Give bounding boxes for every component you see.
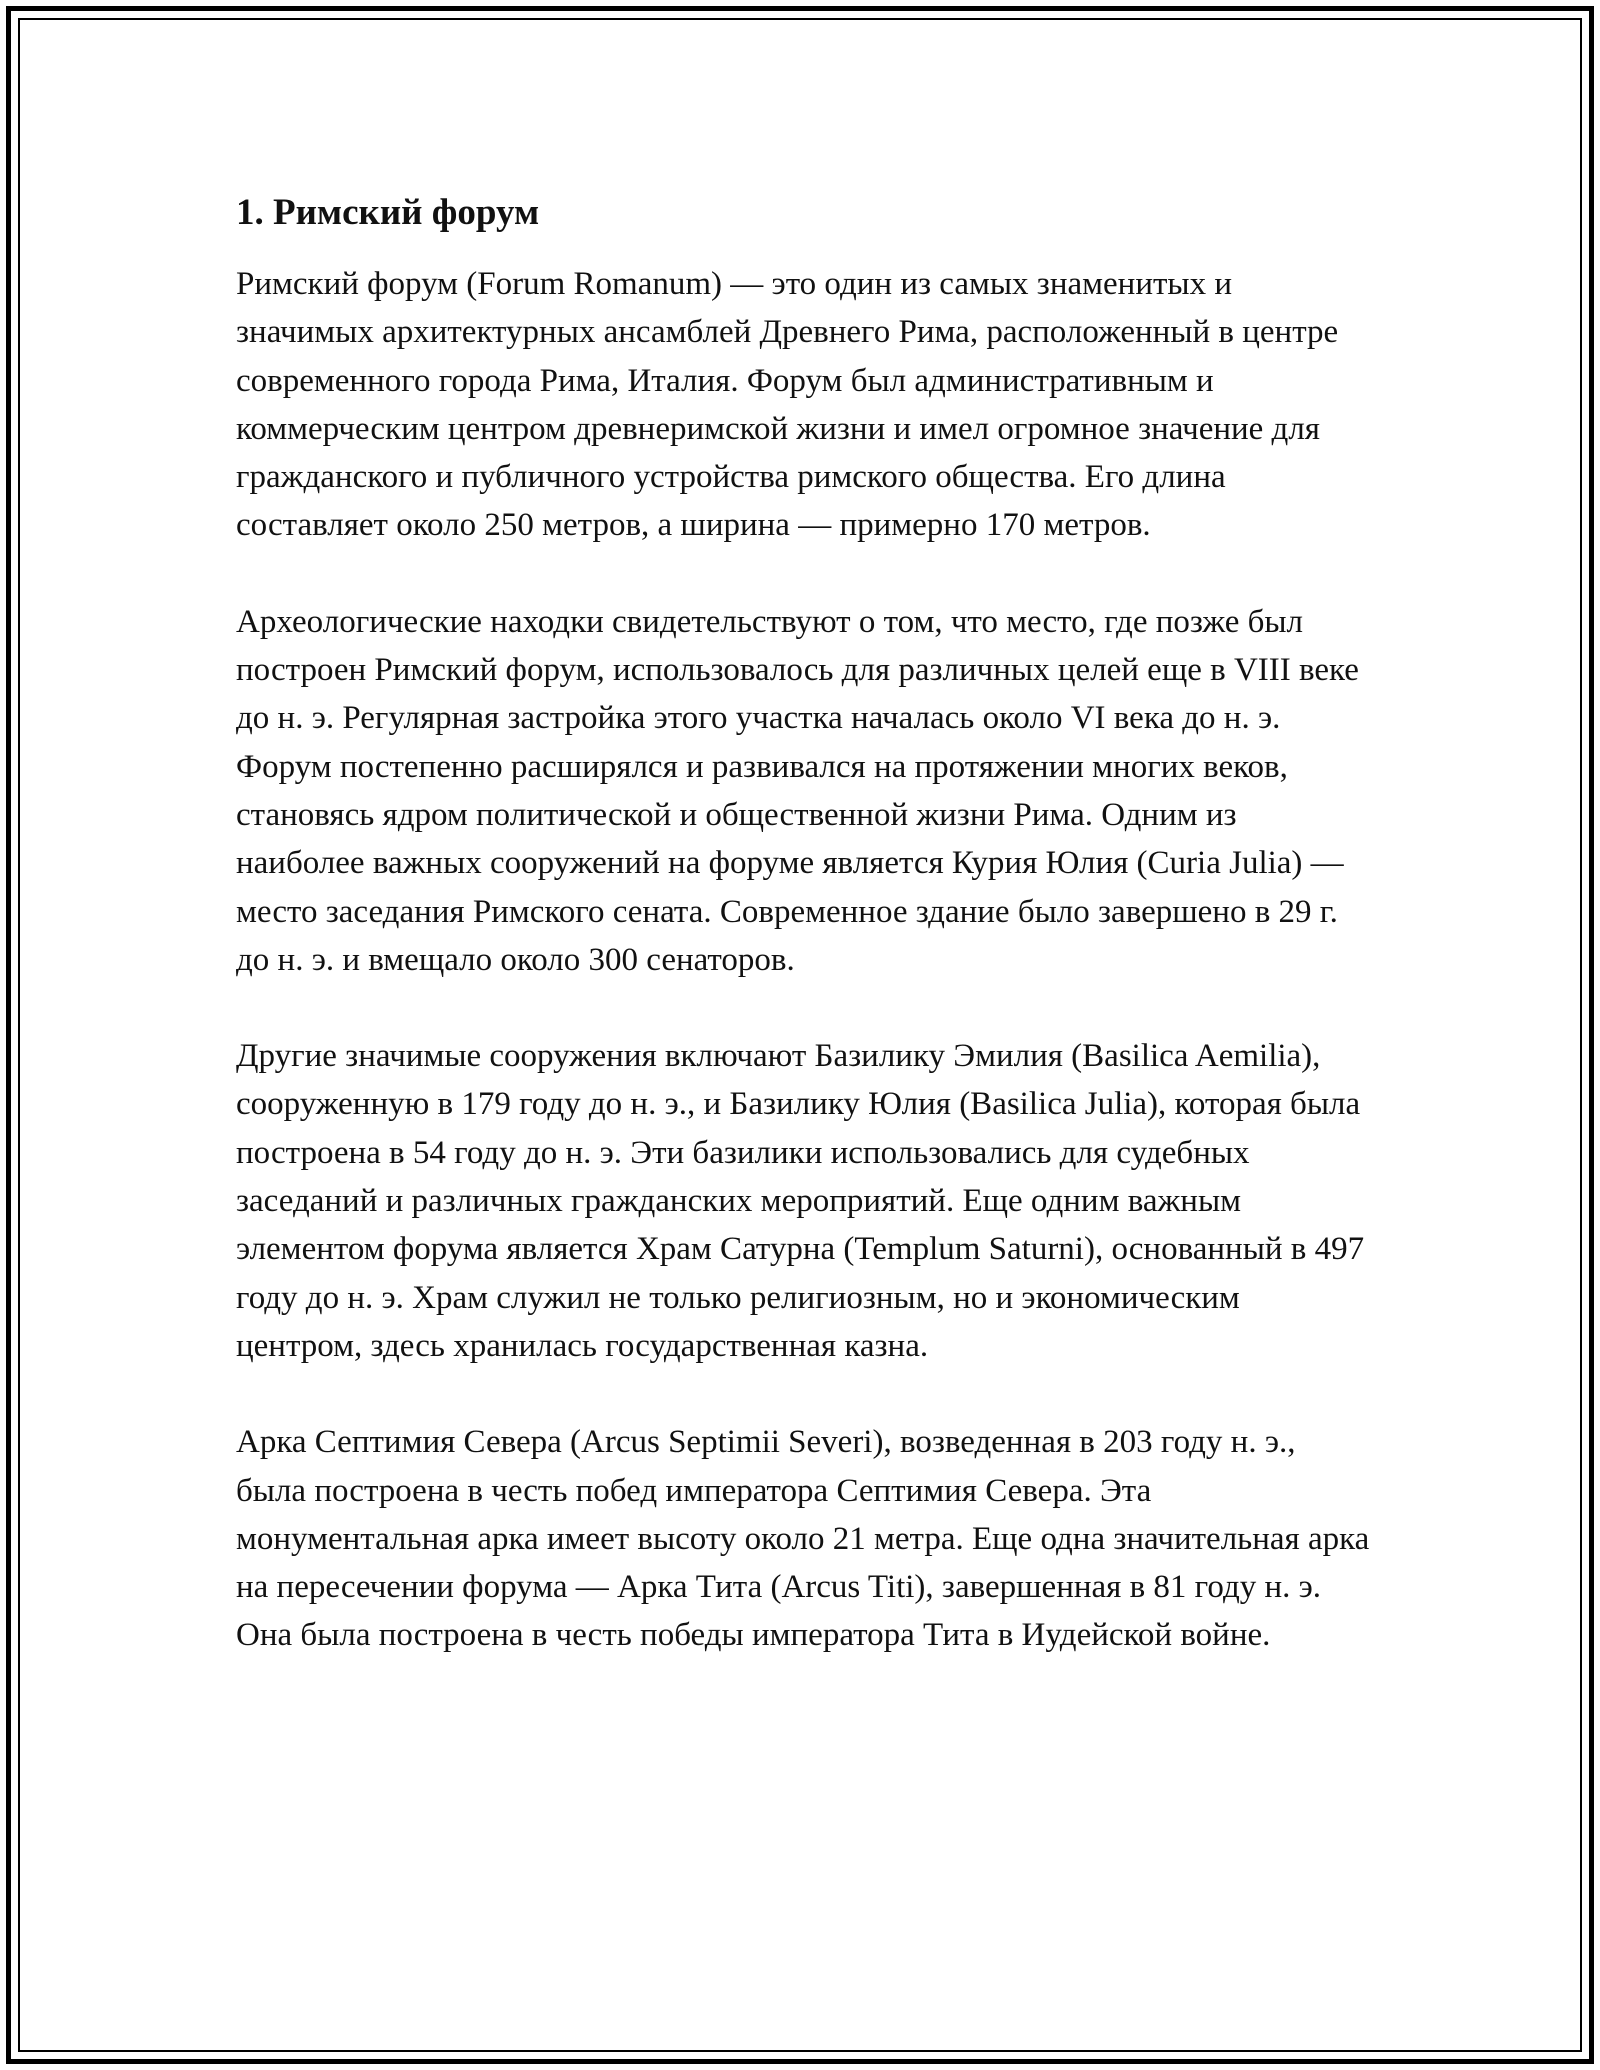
paragraph-archaeology: Археологические находки свидетельствуют о том, что место, где позже был построен Римский форум, использовалось для различных целей еще в VIII веке до н. э. Регулярная застройка этого участка началась около VI века до н. э. Форум постепенно расширялся и развивался на протяжении многих веков, становясь ядром политической и общественной жизни Рима. Одним из наиболее важных сооружений на форуме является Курия Юлия (Curia Julia) — место заседания Римского сената. Современное здание было завершено в 29 г. до н. э. и вмещало около 300 сенаторов. bbox=[236, 603, 1359, 978]
document-body bbox=[236, 188, 1371, 1708]
paragraph-basilicas: Другие значимые сооружения включают Базилику Эмилия (Basilica Aemilia), сооруженную в 179 году до н. э., и Базилику Юлия (Basilica Julia), которая была построена в 54 году до н. э. Эти базилики использовались для судебных заседаний и различных гражданских мероприятий. Еще одним важным элементом форума является Храм Сатурна (Templum Saturni), основанный в 497 году до н. э. Храм служил не только религиозным, но и экономическим центром, здесь хранилась государственная казна. bbox=[236, 1038, 1365, 1364]
section-title: 1. Римский форум bbox=[236, 192, 540, 233]
paragraph-arches: Арка Септимия Севера (Arcus Septimii Severi), возведенная в 203 году н. э., была построена в честь побед императора Септимия Севера. Эта монументальная арка имеет высоту около 21 метра. Еще одна значительная арка на пересечении форума — Арка Тита (Arcus Titi), завершенная в 81 году н. э. Она была построена в честь победы императора Тита в Иудейской войне. bbox=[236, 1424, 1370, 1654]
paragraph-intro: Римский форум (Forum Romanum) — это один из самых знаменитых и значимых архитектурных ансамблей Древнего Рима, расположенный в центре современного города Рима, Италия. Форум был административным и коммерческим центром древнеримской жизни и имел огромное значение для гражданского и публичного устройства римского общества. Его длина составляет около 250 метров, а ширина — примерно 170 метров. bbox=[236, 266, 1339, 544]
